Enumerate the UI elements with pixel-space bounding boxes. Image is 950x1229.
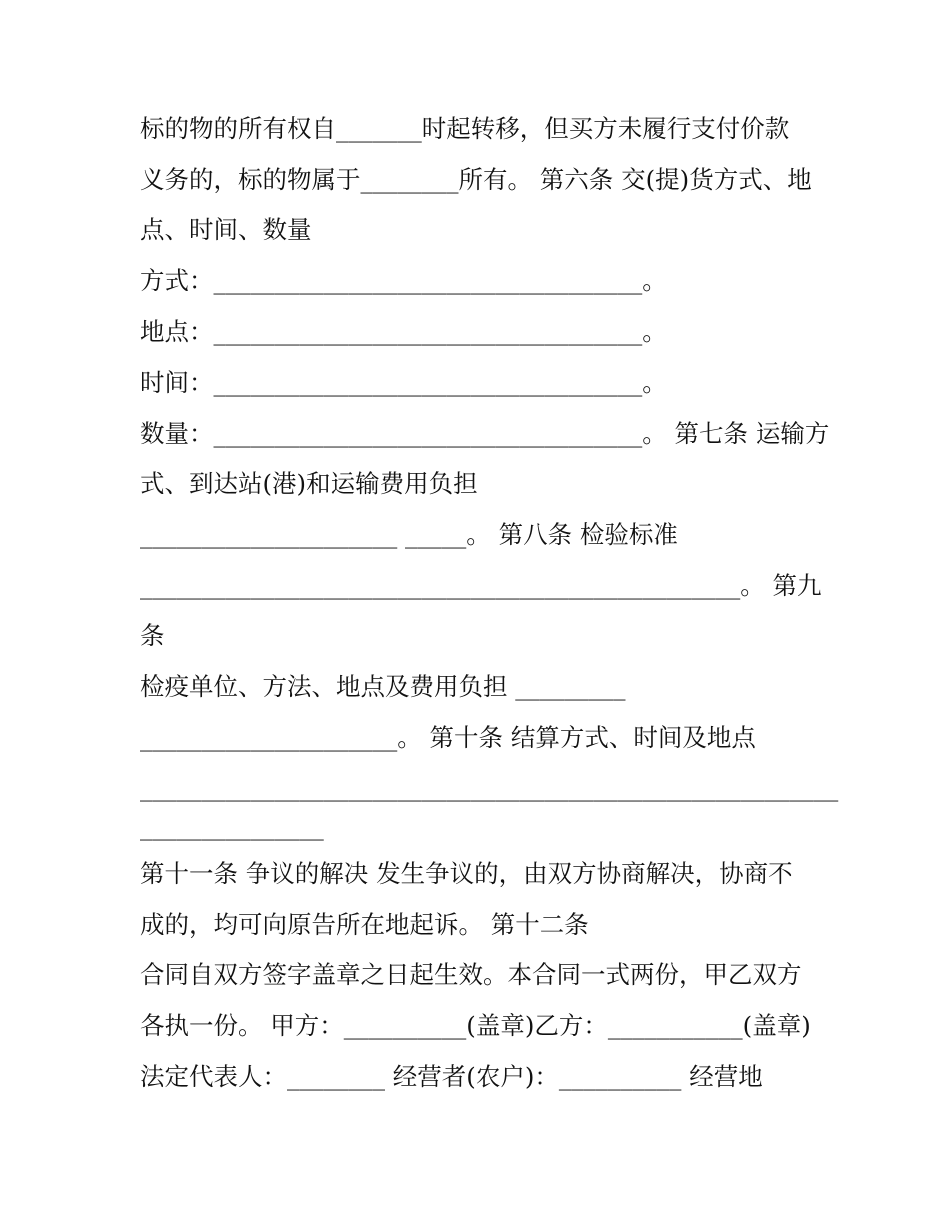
text-line-17: 成的，均可向原告所在地起诉。 第十二条 [140, 910, 589, 939]
text-line-4: 方式：___________________________________。 [140, 266, 667, 295]
text-line-16: 第十一条 争议的解决 发生争议的，由双方协商解决，协商不 [140, 859, 793, 888]
text-line-15: _______________ [140, 812, 324, 841]
text-line-2: 义务的，标的物属于________所有。 第六条 交(提)货方式、地 [140, 165, 812, 194]
text-line-6: 时间：___________________________________。 [140, 368, 667, 397]
text-line-5: 地点：___________________________________。 [140, 317, 667, 346]
text-line-19: 各执一份。 甲方：__________(盖章)乙方：___________(盖章) [140, 1011, 811, 1040]
text-line-13: _____________________。 第十条 结算方式、时间及地点 [140, 723, 756, 752]
text-line-7: 数量：___________________________________。 第七条 运输方 [140, 419, 830, 448]
text-line-11: 条 [140, 621, 165, 650]
text-line-3: 点、时间、数量 [140, 215, 312, 244]
text-line-1: 标的物的所有权自_______时起转移，但买方未履行支付价款 [140, 114, 790, 143]
text-line-12: 检疫单位、方法、地点及费用负担 _________ [140, 672, 626, 701]
text-line-20: 法定代表人：________ 经营者(农户)：__________ 经营地 [140, 1062, 763, 1091]
text-line-14: _________________________________________________________ [140, 773, 839, 802]
text-line-18: 合同自双方签字盖章之日起生效。本合同一式两份，甲乙双方 [140, 960, 802, 989]
text-line-9: _____________________ _____。 第八条 检验标准 [140, 520, 678, 549]
text-line-8: 式、到达站(港)和运输费用负担 [140, 469, 478, 498]
text-line-10: _________________________________________________。 第九 [140, 571, 822, 600]
